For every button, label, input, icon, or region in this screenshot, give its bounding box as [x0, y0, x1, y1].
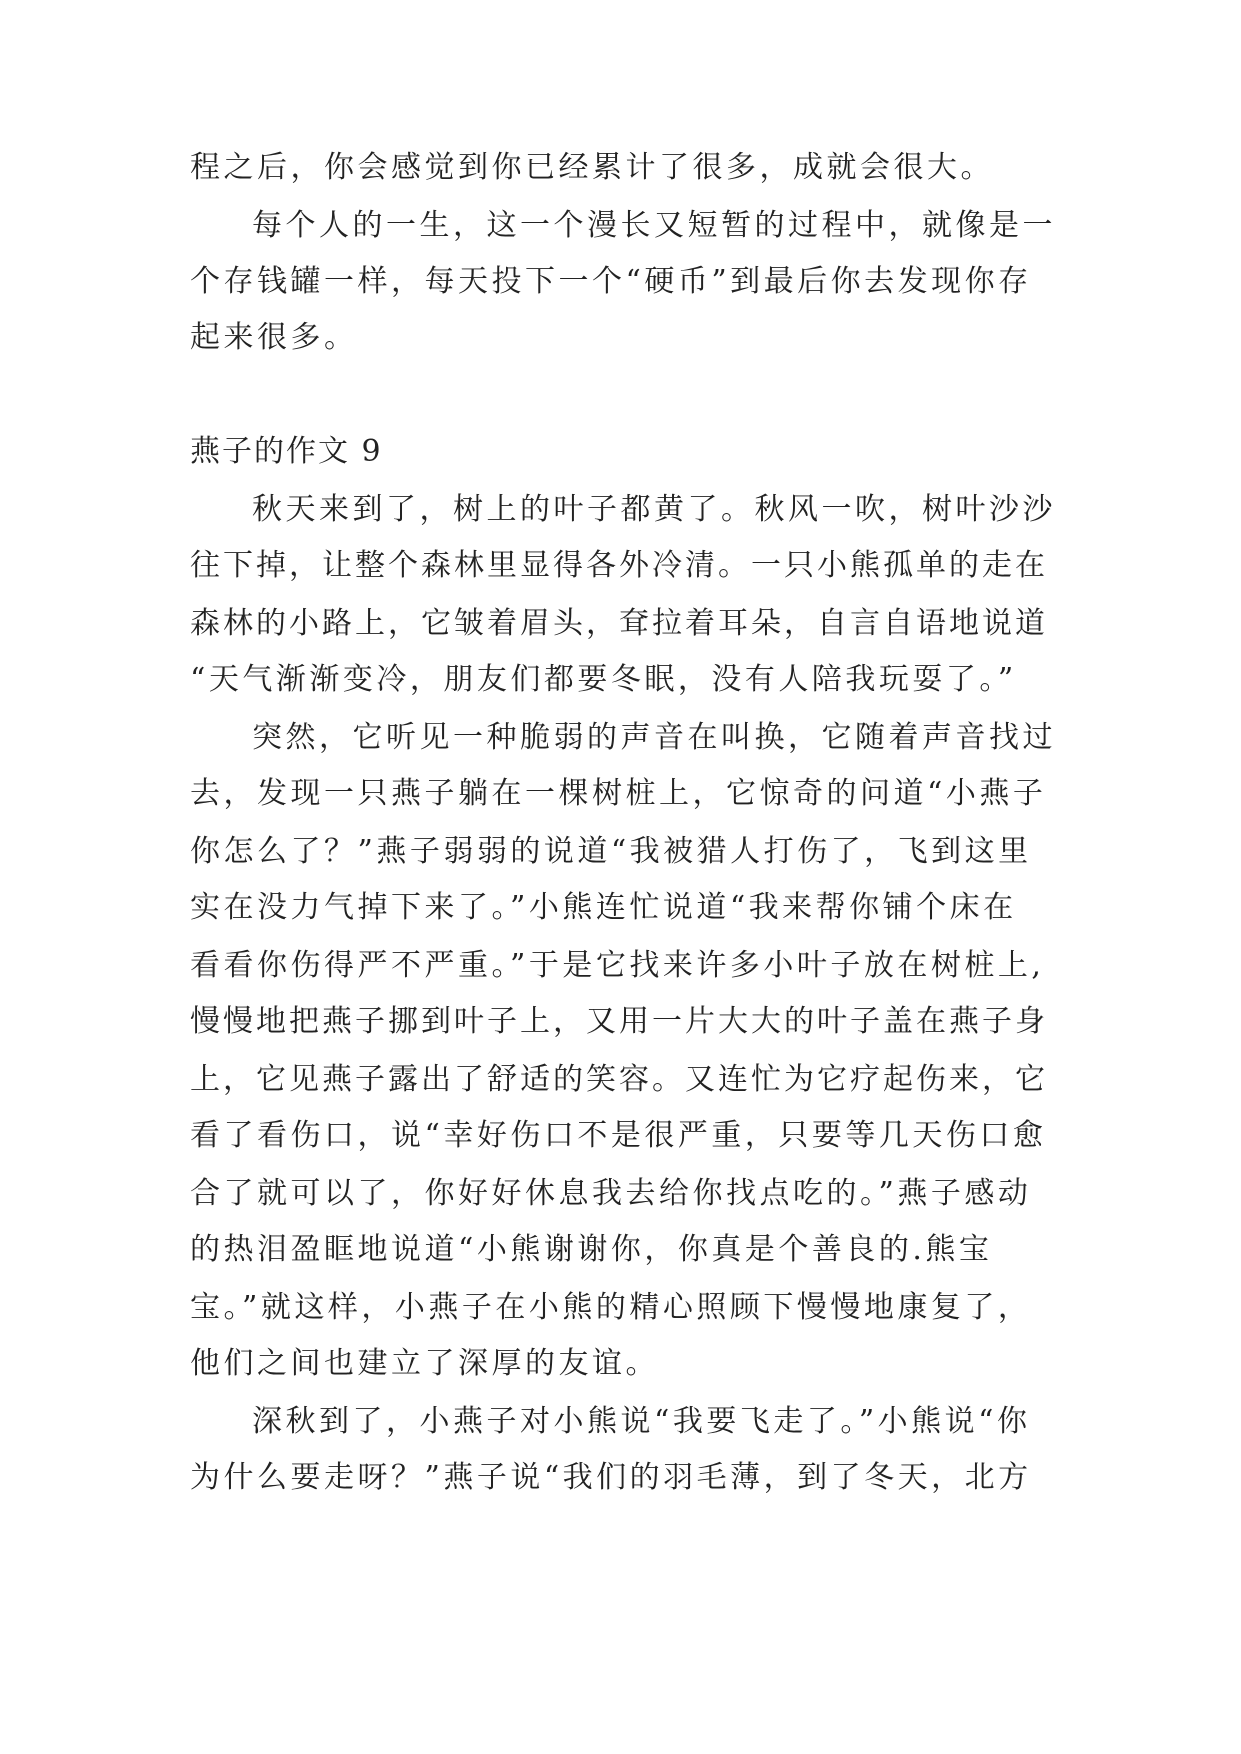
text-line: 你怎么了？”燕子弱弱的说道“我被猎人打伤了，飞到这里: [190, 834, 1032, 869]
text-line: 宝。”就这样，小燕子在小熊的精心照顾下慢慢地康复了，: [190, 1290, 1032, 1325]
text-line: 慢慢地把燕子挪到叶子上，又用一片大大的叶子盖在燕子身: [190, 1004, 1048, 1039]
text-line: “天气渐渐变冷，朋友们都要冬眠，没有人陪我玩耍了。”: [190, 662, 1017, 697]
text-line: 上，它见燕子露出了舒适的笑容。又连忙为它疗起伤来，它: [190, 1062, 1048, 1097]
text-line: 他们之间也建立了深厚的友谊。: [190, 1346, 659, 1381]
text-line: 森林的小路上，它皱着眉头，耷拉着耳朵，自言自语地说道: [190, 606, 1048, 641]
section-heading: 燕子的作文 9: [190, 434, 383, 469]
text-line: 深秋到了，小燕子对小熊说“我要飞走了。”小熊说“你: [252, 1404, 1031, 1439]
text-line: 去，发现一只燕子躺在一棵树桩上，它惊奇的问道“小燕子: [190, 776, 1047, 811]
text-line: 往下掉，让整个森林里显得各外冷清。一只小熊孤单的走在: [190, 548, 1048, 583]
text-line: 起来很多。: [190, 320, 358, 355]
text-line: 实在没力气掉下来了。”小熊连忙说道“我来帮你铺个床在: [190, 890, 1017, 925]
text-line: 为什么要走呀？”燕子说“我们的羽毛薄，到了冬天，北方: [190, 1460, 1032, 1495]
text-line: 个存钱罐一样，每天投下一个“硬币”到最后你去发现你存: [190, 264, 1032, 299]
text-line: 看了看伤口，说“幸好伤口不是很严重，只要等几天伤口愈: [190, 1118, 1047, 1153]
text-line: 看看你伤得严不严重。”于是它找来许多小叶子放在树桩上,: [190, 948, 1045, 983]
text-line: 每个人的一生，这一个漫长又短暂的过程中，就像是一: [252, 208, 1056, 243]
text-line: 秋天来到了，树上的叶子都黄了。秋风一吹，树叶沙沙: [252, 492, 1056, 527]
text-line: 的热泪盈眶地说道“小熊谢谢你，你真是个善良的.熊宝: [190, 1232, 993, 1267]
text-line: 突然，它听见一种脆弱的声音在叫换，它随着声音找过: [252, 720, 1056, 755]
text-line: 程之后，你会感觉到你已经累计了很多，成就会很大。: [190, 150, 994, 185]
text-line: 合了就可以了，你好好休息我去给你找点吃的。”燕子感动: [190, 1176, 1032, 1211]
